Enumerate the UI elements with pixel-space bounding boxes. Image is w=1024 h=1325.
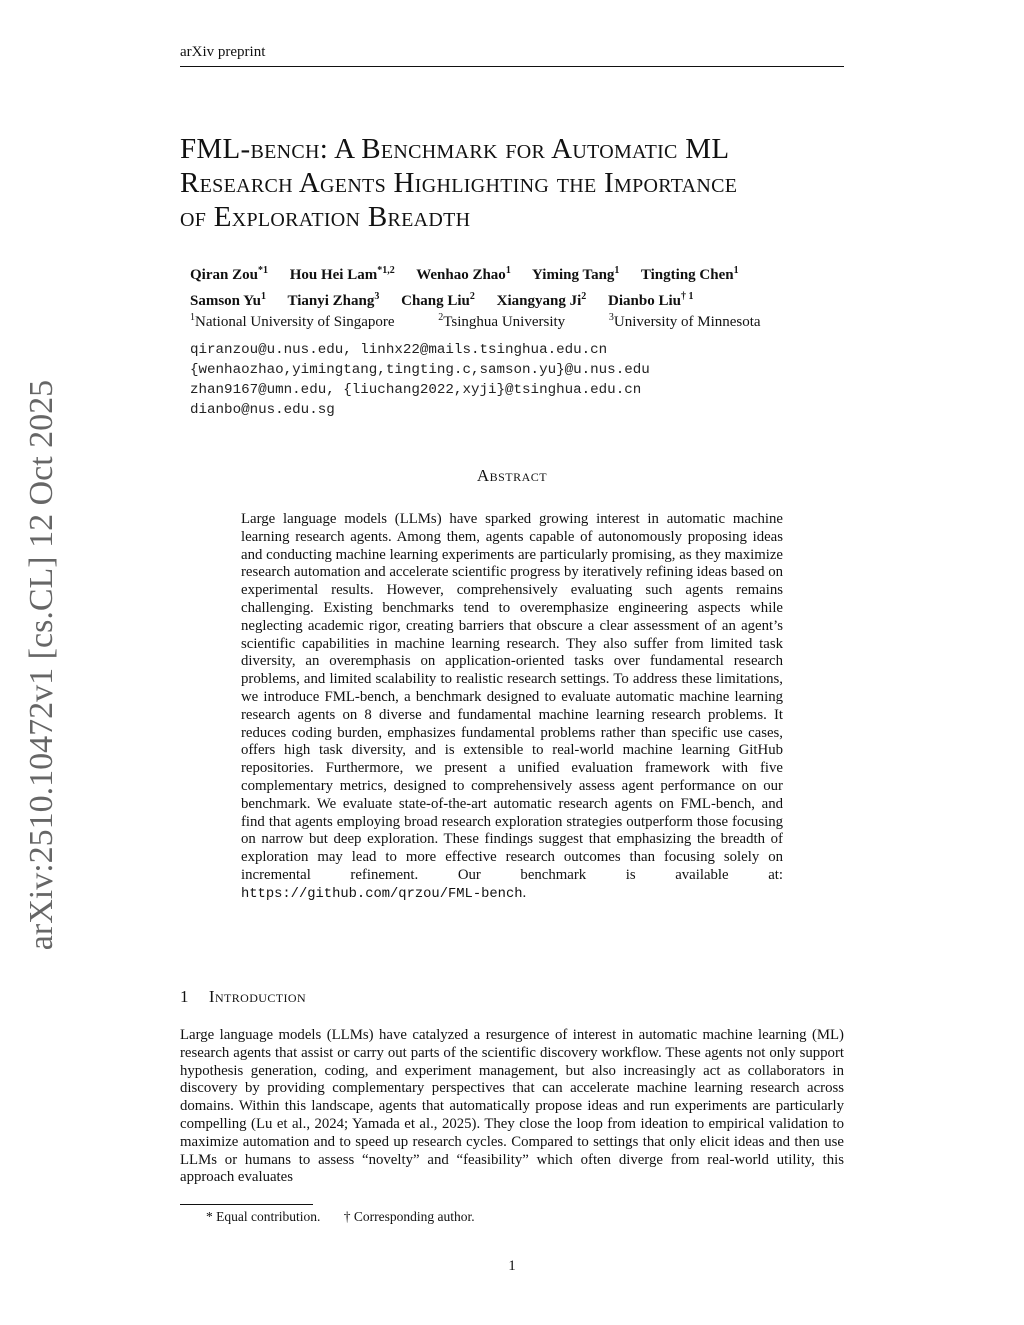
footnotes — [206, 1209, 495, 1225]
introduction-paragraph: Large language models (LLMs) have catalyzed a resurgence of interest in automatic machine learning (ML) research agents that assist or carry out parts of the scientific discovery workflow. These agents not only support hypothesis generation, coding, and experiment management, but also increasingly act as collaborators in discovery by providing complementary perspectives that can accelerate machine learning research across domains. Within this landscape, agents that automatically propose ideas and run experiments are particularly compelling (Lu et al., 2024; Yamada et al., 2025). They close the loop from ideation to empirical validation to maximize automation and to speed up research cycles. Compared to settings that only elicit ideas and then use LLMs or humans to assess “novelty” and “feasibility” which often diverge from real-world utility, this approach evaluates — [180, 1027, 844, 1186]
author: Chang Liu$^2$ — [401, 291, 475, 309]
abstract-heading: Abstract — [476, 466, 548, 485]
email-line: {wenhaozhao,yimingtang,tingting.c,samson.yu}@u.nus.edu — [190, 362, 650, 378]
footnote: † Corresponding author. — [343, 1209, 475, 1224]
abstract-body — [241, 511, 783, 904]
author: Xiangyang Ji$^2$ — [496, 291, 587, 309]
section-title: Introduction — [208, 987, 307, 1006]
paper-title — [180, 132, 845, 234]
header-rule — [180, 66, 844, 67]
author: Qiran Zou$^{*1}$ — [190, 265, 268, 283]
author: Dianbo Liu$^{\dagger 1}$ — [608, 291, 694, 309]
title-line: of Exploration Breadth — [180, 201, 471, 233]
page-number: 1 — [508, 1258, 516, 1274]
title-line: FML-bench: A Benchmark for Automatic ML — [180, 133, 730, 165]
author: Wenhao Zhao$^1$ — [416, 265, 511, 283]
author-emails — [190, 340, 650, 420]
author: Yiming Tang$^1$ — [532, 265, 620, 283]
email-line: qiranzou@u.nus.edu, linhx22@mails.tsinghua.edu.cn — [190, 342, 608, 358]
email-line: dianbo@nus.edu.sg — [190, 402, 335, 418]
footnote: * Equal contribution. — [206, 1209, 321, 1224]
arxiv-side-identifier: arXiv:2510.10472v1 [cs.CL] 12 Oct 2025 — [23, 379, 60, 951]
repository-link[interactable]: https://github.com/qrzou/FML-bench — [241, 886, 523, 902]
author-list — [190, 260, 757, 312]
abstract-end: . — [522, 884, 527, 901]
author: Tianyi Zhang$^3$ — [287, 291, 380, 309]
abstract-text: Large language models (LLMs) have sparked growing interest in automatic machine learning research agents. Among them, agents capable of autonomously proposing ideas and conducting machine learning experiments are particularly promising, as they maximize research automation and accelerate scientific progress by iteratively refining ideas based on experimental results. However, comprehensively evaluating such agents remains challenging. Existing benchmarks tend to overemphasize engineering aspects while neglecting academic rigor, creating barriers that obscure a clear assessment of an agent’s scientific capabilities in machine learning research. They also suffer from limited task diversity, an overemphasis on application-oriented tasks over fundamental research problems, and limited scalability to realistic research settings. To address these limitations, we introduce FML-bench, a benchmark designed to evaluate automatic machine learning research agents on 8 diverse and fundamental machine learning research problems. It reduces coding burden, emphasizes fundamental problems rather than specific use cases, offers high task diversity, and is extensible to real-world machine learning GitHub repositories. Furthermore, we present a unified evaluation framework with five complementary metrics, designed to comprehensively assess agent performance on our benchmark. We evaluate state-of-the-art automatic research agents on FML-bench, and find that agents employing broad research exploration strategies outperform those focusing on narrow but deep exploration. These findings suggest that emphasizing the breadth of exploration may lead to more effective research outcomes than focusing solely on incremental refinement. Our benchmark is available at: — [241, 511, 783, 883]
running-head: arXiv preprint — [180, 44, 266, 60]
author: Tingting Chen$^1$ — [640, 265, 739, 283]
section-heading — [180, 987, 306, 1007]
affiliation: $^3$University of Minnesota — [608, 312, 761, 330]
title-line: Research Agents Highlighting the Importance — [180, 167, 738, 199]
affiliations — [190, 312, 801, 331]
affiliation: $^2$Tsinghua University — [438, 312, 566, 330]
author: Samson Yu$^1$ — [190, 291, 267, 309]
section-number: 1 — [180, 987, 189, 1006]
footnote-rule — [180, 1204, 313, 1205]
author-row — [190, 260, 757, 286]
affiliation: $^1$National University of Singapore — [190, 312, 395, 330]
author: Hou Hei Lam$^{*1,2}$ — [289, 265, 395, 283]
email-line: zhan9167@umn.edu, {liuchang2022,xyji}@tsinghua.edu.cn — [190, 382, 642, 398]
author-row — [190, 286, 757, 312]
